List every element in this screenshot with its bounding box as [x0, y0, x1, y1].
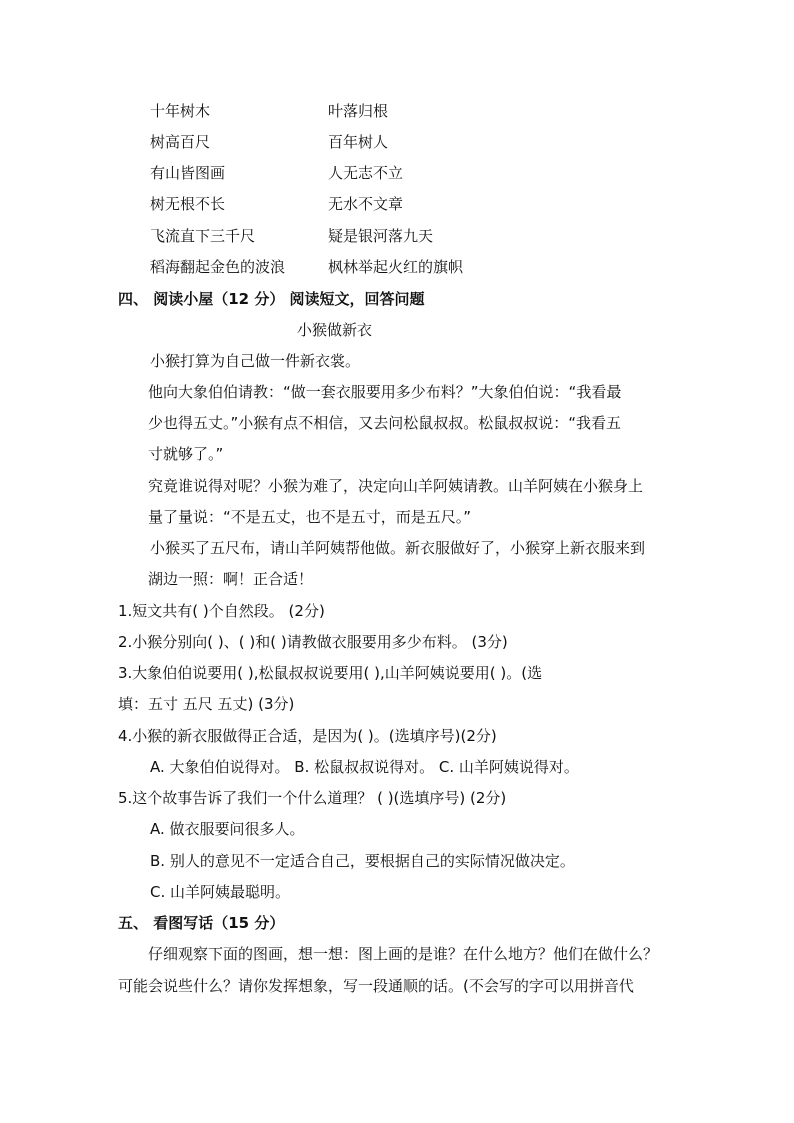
question-2: 2.小猴分别向( )、( )和( )请教做衣服要用多少布料。 (3分) [118, 633, 508, 651]
match-left-4: 树无根不长 [150, 195, 226, 213]
section4-heading: 四、 阅读小屋（12 分） 阅读短文，回答问题 [118, 290, 425, 308]
match-left-1: 十年树木 [150, 102, 211, 120]
story-paragraph-3-cont: 量了量说：“不是五丈，也不是五寸，而是五尺。” [148, 508, 472, 526]
match-right-2: 百年树人 [328, 133, 389, 151]
question-5-option-c: C. 山羊阿姨最聪明。 [150, 883, 291, 901]
match-right-4: 无水不文章 [328, 195, 404, 213]
match-left-6: 稻海翻起金色的波浪 [150, 258, 286, 276]
story-paragraph-1: 小猴打算为自己做一件新衣裳。 [150, 352, 361, 370]
question-5-option-a: A. 做衣服要问很多人。 [150, 820, 305, 838]
question-3-cont: 填：五寸 五尺 五丈) (3分) [118, 695, 295, 713]
match-right-1: 叶落归根 [328, 102, 389, 120]
story-paragraph-4: 小猴买了五尺布，请山羊阿姨帮他做。新衣服做好了，小猴穿上新衣服来到 [150, 539, 646, 557]
question-4: 4.小猴的新衣服做得正合适，是因为( )。(选填序号)(2分) [118, 727, 497, 745]
match-right-5: 疑是银河落九天 [328, 227, 434, 245]
match-left-2: 树高百尺 [150, 133, 211, 151]
story-title: 小猴做新衣 [297, 321, 373, 339]
question-5-option-b: B. 别人的意见不一定适合自己，要根据自己的实际情况做决定。 [150, 852, 575, 870]
story-paragraph-4-cont: 湖边一照：啊！正合适！ [148, 570, 314, 588]
story-paragraph-2-cont: 少也得五丈。”小猴有点不相信，又去问松鼠叔叔。松鼠叔叔说：“我看五 [148, 414, 622, 432]
question-4-options: A. 大象伯伯说得对。 B. 松鼠叔叔说得对。 C. 山羊阿姨说得对。 [150, 758, 579, 776]
question-1: 1.短文共有( )个自然段。 (2分) [118, 602, 325, 620]
section5-instruction-1: 仔细观察下面的图画，想一想：图上画的是谁？在什么地方？他们在做什么？ [148, 945, 659, 963]
match-right-6: 枫林举起火红的旗帜 [328, 258, 464, 276]
section5-instruction-2: 可能会说些什么？请你发挥想象，写一段通顺的话。(不会写的字可以用拼音代 [118, 977, 634, 995]
match-left-5: 飞流直下三千尺 [150, 227, 256, 245]
match-right-3: 人无志不立 [328, 164, 404, 182]
story-paragraph-2: 他向大象伯伯请教：“做一套衣服要用多少布料？”大象伯伯说：“我看最 [148, 383, 622, 401]
story-paragraph-3: 究竟谁说得对呢？小猴为难了，决定向山羊阿姨请教。山羊阿姨在小猴身上 [148, 477, 644, 495]
question-3: 3.大象伯伯说要用( ),松鼠叔叔说要用( ),山羊阿姨说要用( )。(选 [118, 664, 543, 682]
section5-heading: 五、 看图写话（15 分） [118, 914, 285, 932]
story-paragraph-2-end: 寸就够了。” [148, 445, 224, 463]
question-5: 5.这个故事告诉了我们一个什么道理？ ( )(选填序号) (2分) [118, 789, 507, 807]
match-left-3: 有山皆图画 [150, 164, 226, 182]
